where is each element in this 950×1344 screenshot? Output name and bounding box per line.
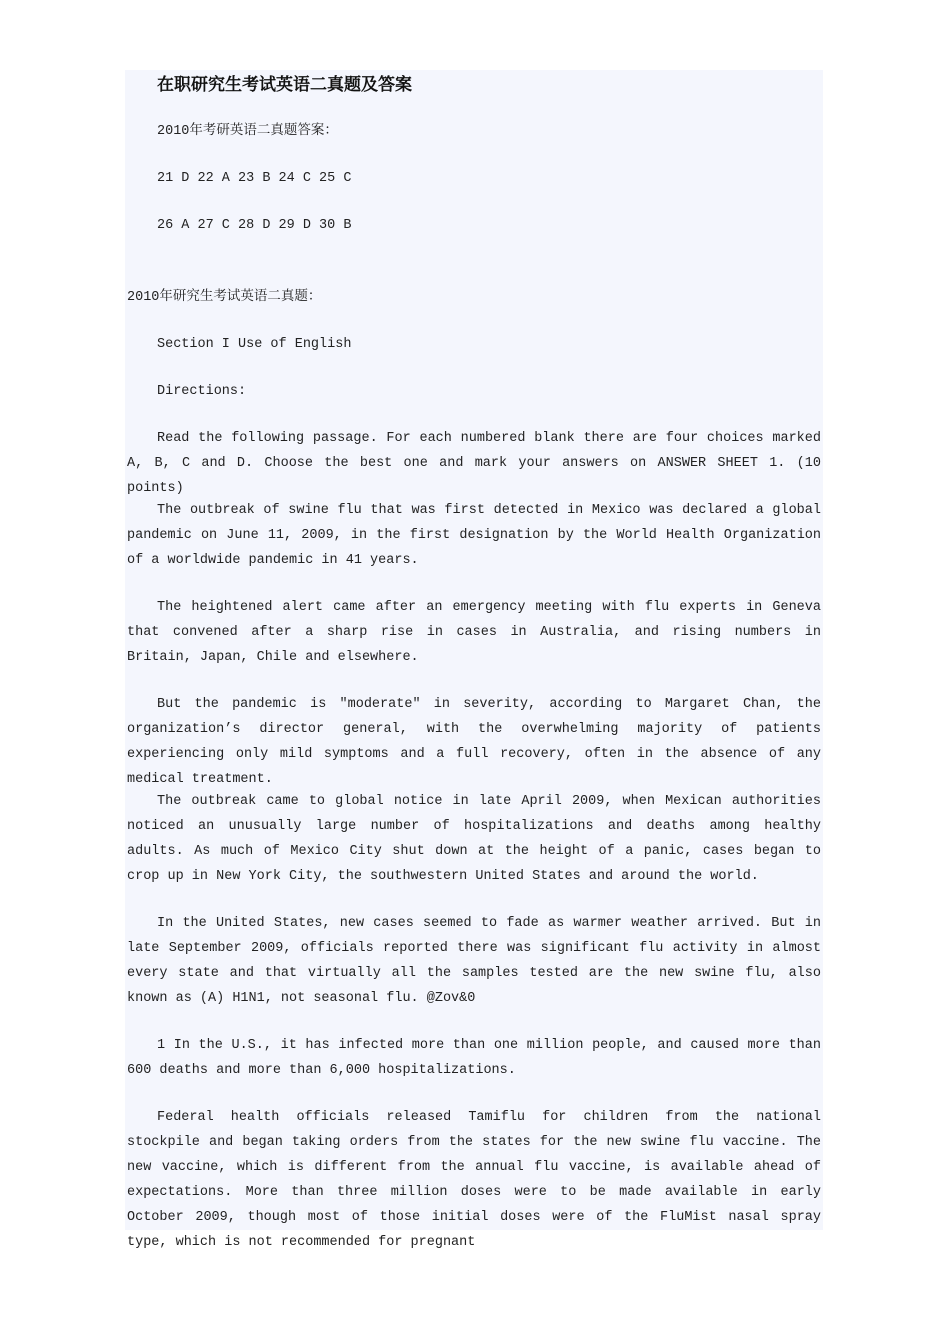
document-page	[125, 70, 823, 1250]
exam-heading: 2010年研究生考试英语二真题：	[127, 290, 322, 305]
paragraph-4: The outbreak came to global notice in late April 2009, when Mexican authorities noticed an unusually large number of hospitalizations and deaths among healthy adults. As much of Mexico City shut down at the height of a panic, cases began to crop up in New York City, the southwestern United States and around the world.	[127, 794, 821, 884]
paragraph-3: But the pandemic is "moderate" in severity, according to Margaret Chan, the organization’s director general, with the overwhelming majority of patients experiencing only mild symptoms and a full recovery, often in the absence of any medical treatment.	[127, 697, 821, 787]
paragraph-directions: Read the following passage. For each numbered blank there are four choices marked A, B, C and D. Choose the best one and mark your answers on ANSWER SHEET 1. (10 points)	[127, 431, 821, 496]
paragraph-6: 1 In the U.S., it has infected more than one million people, and caused more than 600 deaths and more than 6,000 hospitalizations.	[127, 1038, 821, 1078]
paragraph-5: In the United States, new cases seemed to fade as warmer weather arrived. But in late September 2009, officials reported there was significant flu activity in almost every state and that virtually all the samples tested are the new swine flu, also known as (A) H1N1, not seasonal flu. @Zov&0	[127, 916, 821, 1006]
section-title: Section I Use of English	[157, 337, 352, 352]
answers-heading: 2010年考研英语二真题答案：	[157, 124, 338, 139]
paragraph-1: The outbreak of swine flu that was first detected in Mexico was declared a global pandemic on June 11, 2009, in the first designation by the World Health Organization of a worldwide pandemic in 41 years.	[127, 503, 821, 568]
paragraph-2: The heightened alert came after an emergency meeting with flu experts in Geneva that convened after a sharp rise in cases in Australia, and rising numbers in Britain, Japan, Chile and elsewhere.	[127, 600, 821, 665]
document-title: 在职研究生考试英语二真题及答案	[157, 75, 412, 95]
answers-line-1: 21 D 22 A 23 B 24 C 25 C	[157, 171, 352, 186]
paragraph-7: Federal health officials released Tamiflu for children from the national stockpile and began taking orders from the states for the new swine flu vaccine. The new vaccine, which is different from the annual flu vaccine, is available ahead of expectations. More than three million doses were to be made available in early October 2009, though most of those initial doses were of the FluMist nasal spray type, which is not recommended for pregnant	[127, 1110, 821, 1250]
directions-label: Directions:	[157, 384, 247, 399]
answers-line-2: 26 A 27 C 28 D 29 D 30 B	[157, 218, 352, 233]
